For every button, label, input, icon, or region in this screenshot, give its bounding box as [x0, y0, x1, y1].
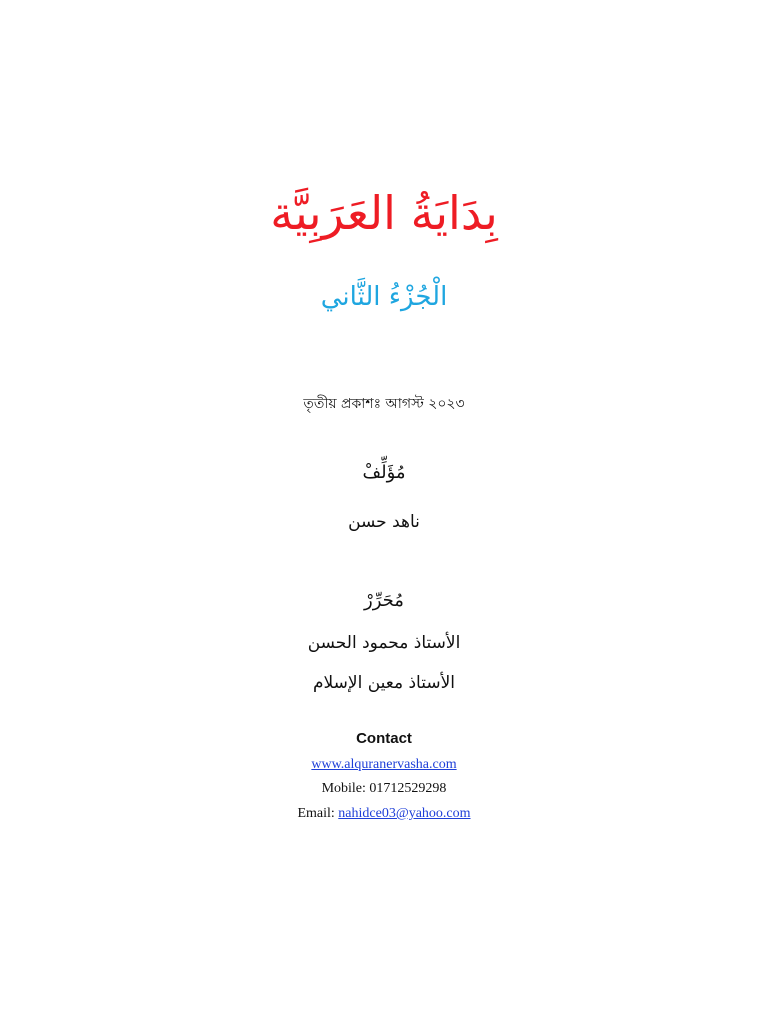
author-name: ناهد حسن [348, 512, 420, 532]
mobile-number: 01712529298 [369, 781, 447, 796]
edition-info: তৃতীয় প্রকাশঃ আগস্ট ২০২৩ [303, 396, 465, 412]
author-label: مُؤَلِّفْ [362, 462, 406, 483]
email-line [0, 803, 768, 825]
mobile-line [0, 778, 768, 800]
website-link[interactable]: www.alquranervasha.com [311, 757, 457, 772]
book-part: الْجُزْءُ الثَّاني [320, 282, 448, 312]
editor-label: مُحَرِّرْ [364, 590, 404, 611]
book-title: بِدَايَةُ العَرَبِيَّة [270, 186, 498, 240]
email-link[interactable]: nahidce03@yahoo.com [338, 806, 471, 821]
editor-name: الأستاذ معين الإسلام [312, 673, 456, 693]
website-line [0, 754, 768, 776]
editor-name: الأستاذ محمود الحسن [307, 633, 461, 653]
contact-heading: Contact [356, 730, 412, 747]
mobile-label: Mobile: [321, 781, 366, 796]
email-label: Email: [297, 806, 335, 821]
